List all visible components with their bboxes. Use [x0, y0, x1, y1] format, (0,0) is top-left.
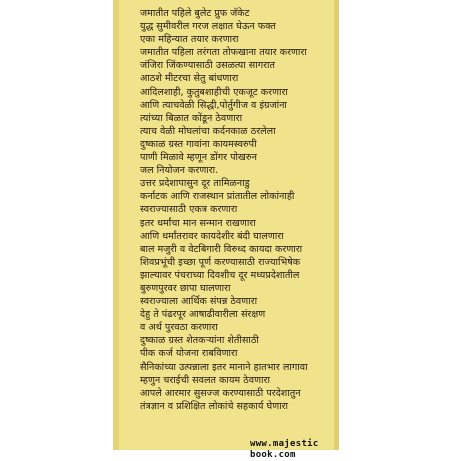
- text-line: सैनिकांच्या उत्पन्नाला इतर मानाने हातभार लागावा: [140, 361, 308, 373]
- text-line: बाल मजुरी व वेटबिगारी विरुध्द कायदा करणारा: [140, 243, 303, 255]
- text-line: आदिलशाही, कुतुबशाहीची एकजूट करणारा: [140, 86, 288, 98]
- text-line: पाणी मिळावे म्हणून डोंगर पोखरुन: [140, 152, 257, 164]
- body-text: [140, 7, 332, 413]
- book-page: [113, 0, 339, 460]
- text-line: बुरुणपुरवर छापा घालणारा: [140, 282, 231, 294]
- text-line: शिवप्रभूंची इच्छा पूर्ण करण्यासाठी राज्याभिषेक: [140, 256, 301, 268]
- text-line: म्हणुन चराईची सवलत कायम ठेवणारा: [140, 374, 270, 386]
- text-line: उत्तर प्रदेशापासुन दूर तामिळनाडु: [140, 178, 250, 190]
- text-line: दुष्काळ ग्रस्त शेतकऱ्यांना शेतीसाठी: [140, 335, 259, 347]
- text-line: आणि धर्मांतरावर कायदेशीर बंदी घालणारा: [140, 230, 284, 242]
- text-line: झाल्यावर पंचराच्या दिवशीच दूर मध्यप्रदेशातील: [140, 269, 300, 281]
- text-line: पीक कर्ज योजना राबविणारा: [140, 348, 238, 360]
- text-line: स्वराज्यासाठी एकत्र करणारा: [140, 204, 238, 216]
- text-line: तंत्रज्ञान व प्रशिक्षित लोकांचे सहकार्य घेणारा: [140, 400, 289, 412]
- text-line: जंजिरा जिंकण्यासाठी उसळत्या सागरात: [140, 60, 275, 72]
- text-line: इतर धर्मांचा मान सन्मान राखणारा: [140, 217, 256, 229]
- text-line: आणि त्याचवेळी सिद्धी,पोर्तुगीज व इंग्रजांना: [140, 99, 287, 111]
- text-line: कर्नाटक आणि राजस्थान प्रांतातील लोकांनाही: [140, 191, 295, 203]
- text-line: आपले आरमार सुसज्ज करण्यासाठी परदेशातुन: [140, 387, 301, 399]
- text-line: युद्ध सुमीवरील गरज लक्षात घेऊन फक्त: [140, 21, 276, 33]
- text-line: जल नियोजन करणारा.: [140, 165, 219, 177]
- text-line: जमातीत पहिला तरंगता तोफखाना तयार करणारा: [140, 47, 307, 59]
- text-line: स्वराज्याला आर्थिक संपन्न ठेवणारा: [140, 296, 258, 308]
- text-line: त्याच वेळी मोघलांचा कर्दनकाळ ठरलेला: [140, 125, 276, 137]
- text-line: देहु ते पंढरपूर आषाढीवारीला संरक्षण: [140, 309, 266, 321]
- text-line: दुष्काळ ग्रस्त गावांना कायमस्वरुपी: [140, 138, 257, 150]
- text-line: जमातीत पहिले बुलेट प्रुफ जॅकेट: [140, 8, 250, 19]
- text-line: आठशे मीटरचा सेतु बांधणारा: [140, 73, 239, 85]
- text-line: एका महिन्यात तयार करणारा: [140, 34, 239, 46]
- text-line: त्यांच्या बिळात कोंडून ठेवणारा: [140, 112, 243, 124]
- text-line: व अर्थ पुरवठा करणारा: [140, 322, 218, 334]
- watermark-text: www.majestic book.com: [250, 439, 319, 460]
